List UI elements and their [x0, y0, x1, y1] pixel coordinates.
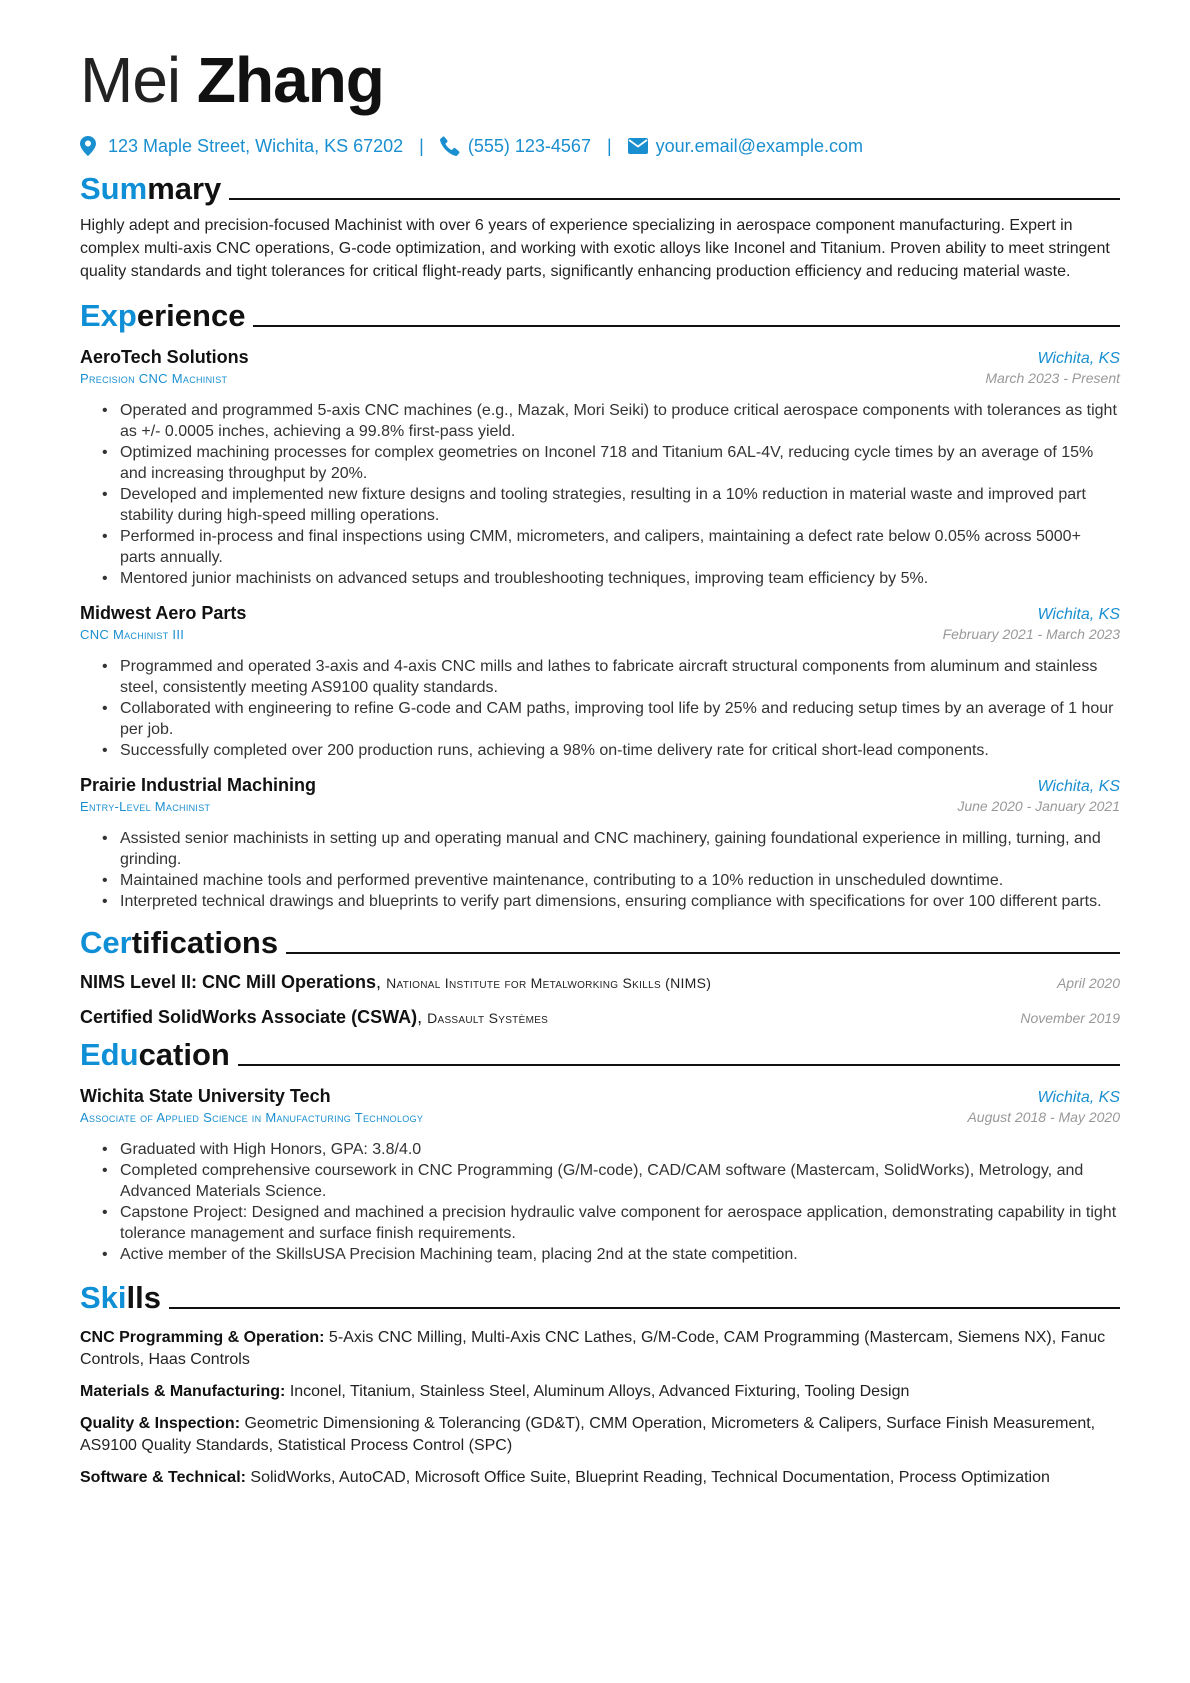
bullet-item: • Interpreted technical drawings and blueprints to verify part dimensions, ensuring compliance with specifications for over 100 different parts.	[102, 891, 1120, 912]
bullet-item: • Completed comprehensive coursework in CNC Programming (G/M-code), CAD/CAM software (Mastercam, SolidWorks), Metrology, and Advanced Materials Science.	[102, 1160, 1120, 1202]
experience-entry	[80, 347, 1120, 589]
bullet-item: • Assisted senior machinists in setting up and operating manual and CNC machinery, gaining foundational experience in milling, turning, and grinding.	[102, 828, 1120, 870]
section-heading-education	[80, 1034, 1120, 1072]
skill-items: Geometric Dimensioning & Tolerancing (GD&T), CMM Operation, Micrometers & Calipers, Surface Finish Measurement, AS9100 Quality Standards, Statistical Process Control (SPC)	[80, 1415, 1096, 1454]
skill-category: Materials & Manufacturing:	[80, 1383, 286, 1400]
heading-accent: Exp	[80, 298, 137, 333]
section-heading-skills	[80, 1277, 1120, 1315]
map-pin-icon	[80, 136, 100, 156]
heading-rest: mary	[147, 171, 222, 206]
job-title: CNC Machinist III	[80, 627, 185, 642]
job-dates: March 2023 - Present	[985, 370, 1120, 386]
email-item[interactable]	[628, 136, 863, 157]
heading-rest: lls	[126, 1280, 161, 1315]
heading-rest: cation	[138, 1037, 230, 1072]
school-location: Wichita, KS	[1037, 1089, 1120, 1106]
skill-items: Inconel, Titanium, Stainless Steel, Aluminum Alloys, Advanced Fixturing, Tooling Design	[289, 1383, 910, 1400]
address-text: 123 Maple Street, Wichita, KS 67202	[108, 135, 404, 156]
envelope-icon	[628, 136, 648, 156]
bullet-item: • Capstone Project: Designed and machined a precision hydraulic valve component for aerospace application, demonstrating capability in tight tolerance management and surface finish requirements.	[102, 1202, 1120, 1244]
contact-bar	[80, 132, 1120, 160]
heading-rest: tifications	[131, 925, 279, 960]
section-heading-certifications	[80, 922, 1120, 960]
heading-accent: Ski	[80, 1280, 127, 1315]
skill-items: 5-Axis CNC Milling, Multi-Axis CNC Lathes, G/M-Code, CAM Programming (Mastercam, Siemens NX), Fanuc Controls, Haas Controls	[80, 1329, 1106, 1368]
skill-group	[80, 1381, 1120, 1403]
job-title: Precision CNC Machinist	[80, 371, 228, 386]
phone-item[interactable]	[440, 136, 591, 157]
skill-group	[80, 1467, 1120, 1489]
school-name: Wichita State University Tech	[80, 1086, 331, 1106]
company-name: Midwest Aero Parts	[80, 603, 247, 623]
skill-group	[80, 1413, 1120, 1457]
degree-title: Associate of Applied Science in Manufacturing Technology	[80, 1110, 424, 1125]
cert-date: April 2020	[1056, 975, 1120, 991]
bullet-item: • Developed and implemented new fixture designs and tooling strategies, resulting in a 10% reduction in material waste and improved part stability during high-speed milling operations.	[102, 484, 1120, 526]
skill-group	[80, 1327, 1120, 1371]
skill-category: Quality & Inspection:	[80, 1415, 241, 1432]
cert-name: Certified SolidWorks Associate (CSWA)	[80, 1007, 418, 1027]
candidate-name	[80, 40, 1120, 120]
skill-category: Software & Technical:	[80, 1469, 246, 1486]
summary-text: Highly adept and precision-focused Machinist with over 6 years of experience specializing in aerospace component manufacturing. Expert in complex multi-axis CNC operations, G-code optimization, and working with exotic alloys like Inconel and Titanium. Proven ability to meet stringent quality standards and tight tolerances for critical flight-ready parts, significantly enhancing production efficiency and reducing material waste.	[80, 217, 1110, 280]
bullet-item: • Active member of the SkillsUSA Precision Machining team, placing 2nd at the state competition.	[102, 1244, 1120, 1265]
section-rule	[286, 952, 1120, 954]
education-bullets	[80, 1139, 1120, 1265]
certification-entry: NIMS Level II: CNC Mill Operations, National Institute for Metalworking Skills (NIMS) April 2020	[80, 972, 1120, 992]
experience-entry	[80, 775, 1120, 912]
section-heading-experience	[80, 295, 1120, 333]
certification-entry: Certified SolidWorks Associate (CSWA), Dassault Systèmes November 2019	[80, 1007, 1120, 1027]
heading-rest: erience	[136, 298, 246, 333]
bullet-item: • Performed in-process and final inspections using CMM, micrometers, and calipers, maintaining a defect rate below 0.05% across 5000+ parts annually.	[102, 526, 1120, 568]
contact-separator: |	[419, 135, 424, 156]
job-dates: February 2021 - March 2023	[942, 626, 1120, 642]
heading-accent: Edu	[80, 1037, 139, 1072]
bullet-item: • Optimized machining processes for complex geometries on Inconel 718 and Titanium 6AL-4V, reducing cycle times by an average of 15% and increasing throughput by 20%.	[102, 442, 1120, 484]
first-name: Mei	[80, 44, 181, 116]
education-dates: August 2018 - May 2020	[967, 1109, 1120, 1125]
job-title: Entry-Level Machinist	[80, 799, 211, 814]
company-name: Prairie Industrial Machining	[80, 775, 317, 795]
bullet-item: • Operated and programmed 5-axis CNC machines (e.g., Mazak, Mori Seiki) to produce critical aerospace components with tolerances as tight as +/- 0.0005 inches, achieving a 99.8% first-pass yield.	[102, 400, 1120, 442]
job-location: Wichita, KS	[1037, 778, 1120, 795]
experience-entry	[80, 603, 1120, 761]
bullet-item: • Successfully completed over 200 production runs, achieving a 98% on-time delivery rate for critical short-lead components.	[102, 740, 1120, 761]
section-rule	[169, 1307, 1120, 1309]
phone-icon	[440, 136, 460, 156]
section-heading-summary	[80, 168, 1120, 206]
cert-date: November 2019	[1020, 1010, 1120, 1026]
job-location: Wichita, KS	[1037, 606, 1120, 623]
last-name: Zhang	[196, 44, 384, 116]
job-location: Wichita, KS	[1037, 350, 1120, 367]
job-bullets	[80, 400, 1120, 589]
job-bullets	[80, 828, 1120, 912]
company-name: AeroTech Solutions	[80, 347, 249, 367]
job-bullets	[80, 656, 1120, 761]
skill-items: SolidWorks, AutoCAD, Microsoft Office Suite, Blueprint Reading, Technical Documentation, Process Optimization	[250, 1469, 1050, 1486]
skill-category: CNC Programming & Operation:	[80, 1329, 325, 1346]
job-dates: June 2020 - January 2021	[957, 798, 1120, 814]
section-rule	[229, 198, 1120, 200]
cert-org: Dassault Systèmes	[427, 1010, 549, 1026]
section-rule	[238, 1064, 1120, 1066]
address-item	[80, 136, 403, 157]
phone-text: (555) 123-4567	[467, 135, 591, 156]
bullet-item: • Maintained machine tools and performed preventive maintenance, contributing to a 10% reduction in unscheduled downtime.	[102, 870, 1120, 891]
bullet-item: • Graduated with High Honors, GPA: 3.8/4.0	[102, 1139, 1120, 1160]
cert-name: NIMS Level II: CNC Mill Operations	[80, 972, 377, 992]
bullet-item: • Collaborated with engineering to refine G-code and CAM paths, improving tool life by 25% and reducing setup times by an average of 1 hour per job.	[102, 698, 1120, 740]
heading-accent: Cer	[80, 925, 132, 960]
cert-org: National Institute for Metalworking Skills (NIMS)	[386, 975, 712, 991]
resume-page	[80, 40, 1120, 1489]
contact-separator: |	[606, 135, 612, 156]
section-rule	[253, 325, 1120, 327]
email-text: your.email@example.com	[655, 135, 863, 156]
heading-accent: Sum	[80, 171, 148, 206]
education-entry	[80, 1086, 1120, 1265]
bullet-item: • Mentored junior machinists on advanced setups and troubleshooting techniques, improving team efficiency by 5%.	[102, 568, 1120, 589]
bullet-item: • Programmed and operated 3-axis and 4-axis CNC mills and lathes to fabricate aircraft structural components from aluminum and stainless steel, consistently meeting AS9100 quality standards.	[102, 656, 1120, 698]
